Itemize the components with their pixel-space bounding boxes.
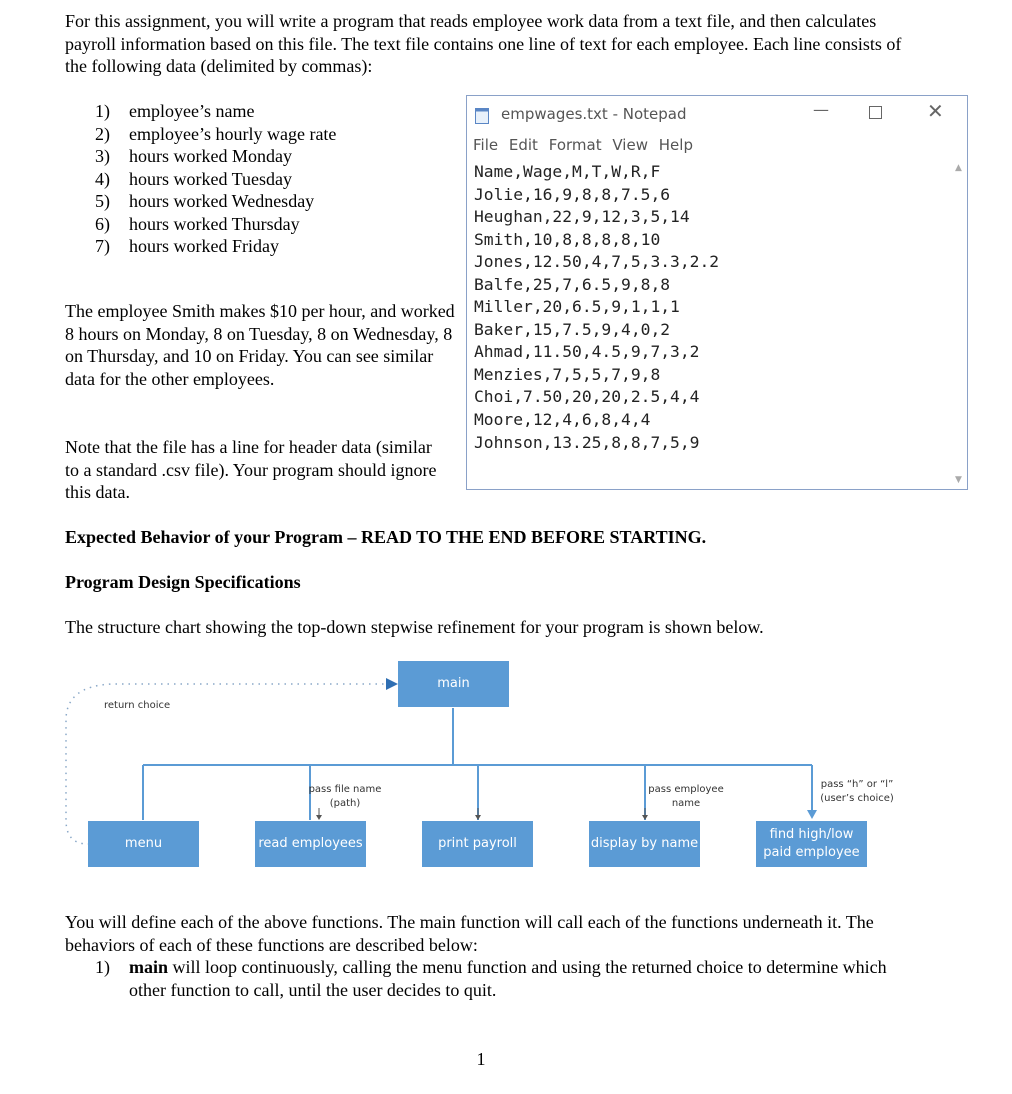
text-line: Smith,10,8,8,8,8,10 xyxy=(474,229,661,249)
page-number: 1 xyxy=(476,1049,486,1069)
list-item-main: 1) main will loop continuously, calling the menu function and using the returned choice to determine which other function to call, until the user decides to quit. xyxy=(95,957,887,1000)
heading-expected-behavior: Expected Behavior of your Program – READ TO THE END BEFORE STARTING. xyxy=(65,527,707,547)
menu-format[interactable]: Format xyxy=(548,136,602,154)
module-read-employees: read employees xyxy=(255,821,366,867)
module-print-payroll: print payroll xyxy=(422,821,533,867)
menu-view[interactable]: View xyxy=(612,136,648,154)
smith-paragraph: The employee Smith makes $10 per hour, and worked 8 hours on Monday, 8 on Tuesday, 8 on Wednesday, 8 on Thursday, and 10 on Friday. You can see similar data for the other employees. xyxy=(65,301,455,389)
minimize-icon[interactable]: — xyxy=(813,100,829,119)
menu-help[interactable]: Help xyxy=(658,136,693,154)
list-item: 4) hours worked Tuesday xyxy=(95,168,293,189)
note-paragraph: Note that the file has a line for header data (similar to a standard .csv file). Your program should ignore this data. xyxy=(65,437,437,502)
text-line: Name,Wage,M,T,W,R,F xyxy=(474,162,661,181)
label-pass-h-or-l: pass “h” or “l” (user’s choice) xyxy=(820,779,894,804)
text-line: Jones,12.50,4,7,5,3.3,2.2 xyxy=(474,252,720,272)
label-return-choice: return choice xyxy=(104,700,171,711)
label-pass-file: pass file name (path) xyxy=(308,784,382,809)
close-icon[interactable]: ✕ xyxy=(927,99,944,123)
menu-edit[interactable]: Edit xyxy=(508,136,538,154)
text-line: Jolie,16,9,8,8,7.5,6 xyxy=(474,184,671,204)
list-item: 3) hours worked Monday xyxy=(95,146,292,166)
text-line: Baker,15,7.5,9,4,0,2 xyxy=(474,319,671,339)
text-line: Balfe,25,7,6.5,9,8,8 xyxy=(474,274,671,294)
notepad-title: empwages.txt - Notepad xyxy=(501,105,687,123)
text-line: Ahmad,11.50,4.5,9,7,3,2 xyxy=(474,342,700,362)
list-item: 7) hours worked Friday xyxy=(95,236,279,256)
scroll-down-icon[interactable]: ▼ xyxy=(955,475,962,485)
text-line: Johnson,13.25,8,8,7,5,9 xyxy=(474,432,700,452)
list-item: 6) hours worked Thursday xyxy=(95,213,300,234)
list-item: 5) hours worked Wednesday xyxy=(95,191,315,211)
text-line: Menzies,7,5,5,7,9,8 xyxy=(474,364,661,384)
module-menu: menu xyxy=(88,821,199,867)
text-line: Moore,12,4,6,8,4,4 xyxy=(474,410,651,430)
module-find-high-low: find high/low paid employee xyxy=(756,821,867,867)
text-line: Miller,20,6.5,9,1,1,1 xyxy=(474,297,680,317)
text-line: Choi,7.50,20,20,2.5,4,4 xyxy=(474,387,700,407)
define-paragraph: You will define each of the above functions. The main function will call each of the functions underneath it. The behaviors of each of these functions are described below: xyxy=(65,912,874,955)
main-bold: main xyxy=(129,957,169,977)
module-main: main xyxy=(398,661,509,707)
structure-intro: The structure chart showing the top-down stepwise refinement for your program is shown below. xyxy=(65,617,764,637)
menu-file[interactable]: File xyxy=(473,136,499,154)
heading-design-specs: Program Design Specifications xyxy=(65,572,301,592)
text-line: Heughan,22,9,12,3,5,14 xyxy=(474,207,690,227)
scroll-up-icon[interactable]: ▲ xyxy=(955,163,962,173)
label-pass-employee: pass employee name xyxy=(648,784,724,809)
list-item: 1) employee’s name xyxy=(95,101,255,121)
module-display-by-name: display by name xyxy=(589,821,700,867)
list-item: 2) employee’s hourly wage rate xyxy=(95,123,337,144)
intro-paragraph: For this assignment, you will write a program that reads employee work data from a text file, and then calculates payroll information based on this file. The text file contains one line of text for each employee. Each line consists of the following data (delimited by commas): xyxy=(65,11,902,76)
